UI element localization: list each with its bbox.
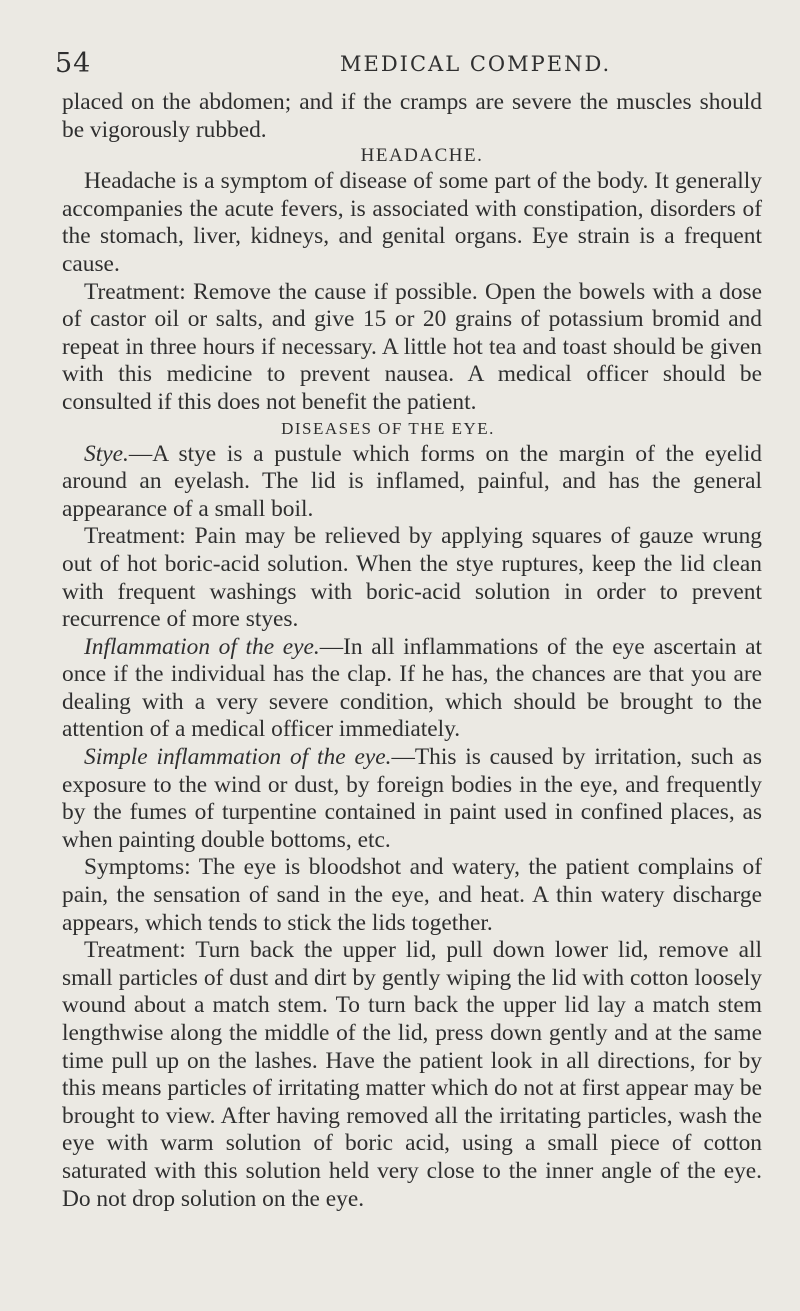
paragraph-eye-treatment: Treatment: Turn back the upper lid, pull down lower lid, remove all small particles of dust and dirt by gently wiping the lid with cotton loosely wound about a match stem. To turn back the upper lid lay a match stem lengthwise along the middle of the lid, press down gently and at the same time pull up on the lashes. Have the patient look in all directions, for by this means particles of irritating matter which do not at first appear may be brought to view. After having removed all the irritating particles, wash the eye with warm solution of boric acid, using a small piece of cotton saturated with this solution held very close to the inner angle of the eye. Do not drop solution on the eye. <box>62 937 762 1212</box>
paragraph-headache-treatment: Treatment: Remove the cause if possible. Open the bowels with a dose of castor oil or salts, and give 15 or 20 grains of potassium bromid and repeat in three hours if necessary. A little hot tea and toast should be given with this medicine to prevent nausea. A medical officer should be consulted if this does not benefit the patient. <box>62 278 762 415</box>
page-body <box>62 89 762 1213</box>
subheading-simple-inflammation: Simple inflammation of the eye. <box>84 744 392 771</box>
section-heading-eye-diseases: DISEASES OF THE EYE. <box>281 418 495 438</box>
subheading-inflammation: Inflammation of the eye. <box>84 633 320 660</box>
subheading-stye: Stye. <box>84 440 129 467</box>
page-number: 54 <box>55 48 92 79</box>
paragraph-stye-text: —A stye is a pustule which forms on the margin of the eyelid around an eyelash. The lid is inflamed, painful, and has the general appearance of a small boil. <box>62 440 762 522</box>
paragraph-inflammation-text: —In all inflammations of the eye ascertain at once if the individual has the clap. If he has, the chances are that you are dealing with a very severe condition, which should be brought to the attention of a medical officer immediately. <box>62 633 762 743</box>
paragraph-stye-treatment: Treatment: Pain may be relieved by applying squares of gauze wrung out of hot boric-acid solution. When the stye ruptures, keep the lid clean with frequent washings with boric-acid solution in order to prevent recurrence of more styes. <box>62 523 762 633</box>
paragraph-continuation: placed on the abdomen; and if the cramps are severe the muscles should be vigorously rubbed. <box>62 89 762 143</box>
paragraph-simple-inflammation-text: —This is caused by irritation, such as exposure to the wind or dust, by foreign bodies in the eye, and frequently by the fumes of turpentine contained in paint used in confined places, as when painting double bottoms, etc. <box>62 744 763 853</box>
paragraph-inflammation <box>62 634 762 744</box>
section-heading-headache: HEADACHE. <box>360 145 484 167</box>
running-title: MEDICAL COMPEND. <box>340 52 612 76</box>
paragraph-stye <box>62 441 762 524</box>
paragraph-simple-inflammation <box>62 744 762 854</box>
paragraph-headache-description: Headache is a symptom of disease of some part of the body. It generally accompanies the acute fevers, is associated with constipation, disorders of the stomach, liver, kidneys, and genital organs. Eye strain is a frequent cause. <box>62 168 762 277</box>
running-head <box>55 48 755 84</box>
paragraph-symptoms: Symptoms: The eye is bloodshot and watery, the patient complains of pain, the sensation of sand in the eye, and heat. A thin watery discharge appears, which tends to stick the lids together. <box>62 854 762 936</box>
